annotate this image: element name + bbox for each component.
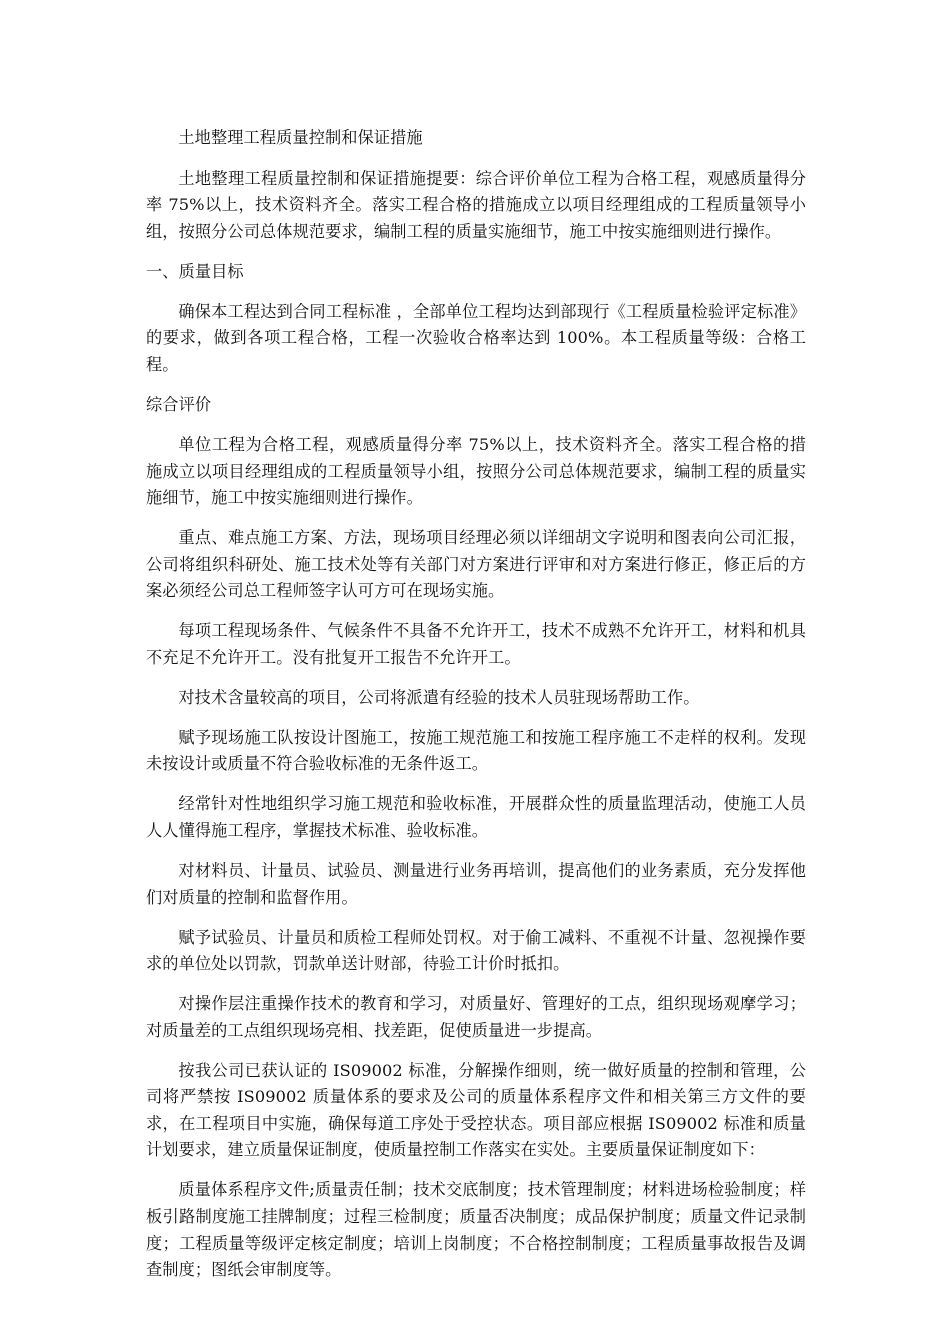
paragraph-start-conditions: 每项工程现场条件、气候条件不具备不允许开工，技术不成熟不允许开工，材料和机具不充足不允许开工。没有批复开工报告不允许开工。 bbox=[146, 621, 806, 667]
paragraph-training: 经常针对性地组织学习施工规范和验收标准，开展群众性的质量监理活动，使施工人员人人懂得施工程序，掌握技术标准、验收标准。 bbox=[146, 794, 806, 840]
summary-paragraph: 土地整理工程质量控制和保证措施提要：综合评价单位工程为合格工程，观感质量得分率 75%以上，技术资料齐全。落实工程合格的措施成立以项目经理组成的工程质量领导小组，按照分公司总体规范要求，编制工程的质量实施细节，施工中按实施细则进行操作。 bbox=[146, 168, 806, 241]
paragraph-quality-systems: 质量体系程序文件;质量责任制；技术交底制度；技术管理制度；材料进场检验制度；样板引路制度施工挂牌制度；过程三检制度；质量否决制度；成品保护制度；质量文件记录制度；工程质量等级评定核定制度；培训上岗制度；不合格控制制度；工程质量事故报告及调查制度；图纸会审制度等。 bbox=[146, 1180, 806, 1280]
paragraph-evaluation: 单位工程为合格工程，观感质量得分率 75%以上，技术资料齐全。落实工程合格的措施成立以项目经理组成的工程质量领导小组，按照分公司总体规范要求，编制工程的质量实施细节，施工中按实施细则进行操作。 bbox=[146, 434, 806, 508]
paragraph-staff-retraining: 对材料员、计量员、试验员、测量进行业务再培训，提高他们的业务素质，充分发挥他们对质量的控制和监督作用。 bbox=[146, 860, 806, 907]
paragraph-key-plans: 重点、难点施工方案、方法，现场项目经理必须以详细胡文字说明和图表向公司汇报，公司将组织科研处、施工技术处等有关部门对方案进行评审和对方案进行修正，修正后的方案必须经公司总工程师签字认可方可在现场实施。 bbox=[146, 528, 806, 601]
section-heading-quality-goal: 一、质量目标 bbox=[146, 261, 244, 281]
paragraph-quality-goal: 确保本工程达到合同工程标准 ，全部单位工程均达到部现行《工程质量检验评定标准》的要求，做到各项工程合格，工程一次验收合格率达到 100%。本工程质量等级：合格工程。 bbox=[146, 301, 806, 374]
paragraph-penalty-authority: 赋予试验员、计量员和质检工程师处罚权。对于偷工减料、不重视不计量、忽视操作要求的单位处以罚款，罚款单送计财部，待验工计价时抵扣。 bbox=[146, 927, 806, 974]
paragraph-technical-staff: 对技术含量较高的项目，公司将派遣有经验的技术人员驻现场帮助工作。 bbox=[178, 687, 700, 707]
document-title: 土地整理工程质量控制和保证措施 bbox=[178, 128, 423, 147]
paragraph-construction-rights: 赋予现场施工队按设计图施工，按施工规范施工和按施工程序施工不走样的权利。发现未按设计或质量不符合验收标准的无条件返工。 bbox=[146, 727, 806, 774]
document-body bbox=[146, 125, 806, 1297]
paragraph-iso9002: 按我公司已获认证的 IS09002 标准，分解操作细则，统一做好质量的控制和管理，公司将严禁按 IS09002 质量体系的要求及公司的质量体系程序文件和相关第三方文件的要求，在工程项目中实施，确保每道工序处于受控状态。项目部应根据 IS09002 标准和质量计划要求，建立质量保证制度，使质量控制工作落实在实处。主要质量保证制度如下： bbox=[146, 1060, 806, 1160]
section-heading-evaluation: 综合评价 bbox=[146, 394, 212, 414]
paragraph-operator-education: 对操作层注重操作技术的教育和学习，对质量好、管理好的工点，组织现场观摩学习；对质量差的工点组织现场亮相、找差距，促使质量进一步提高。 bbox=[146, 994, 806, 1040]
